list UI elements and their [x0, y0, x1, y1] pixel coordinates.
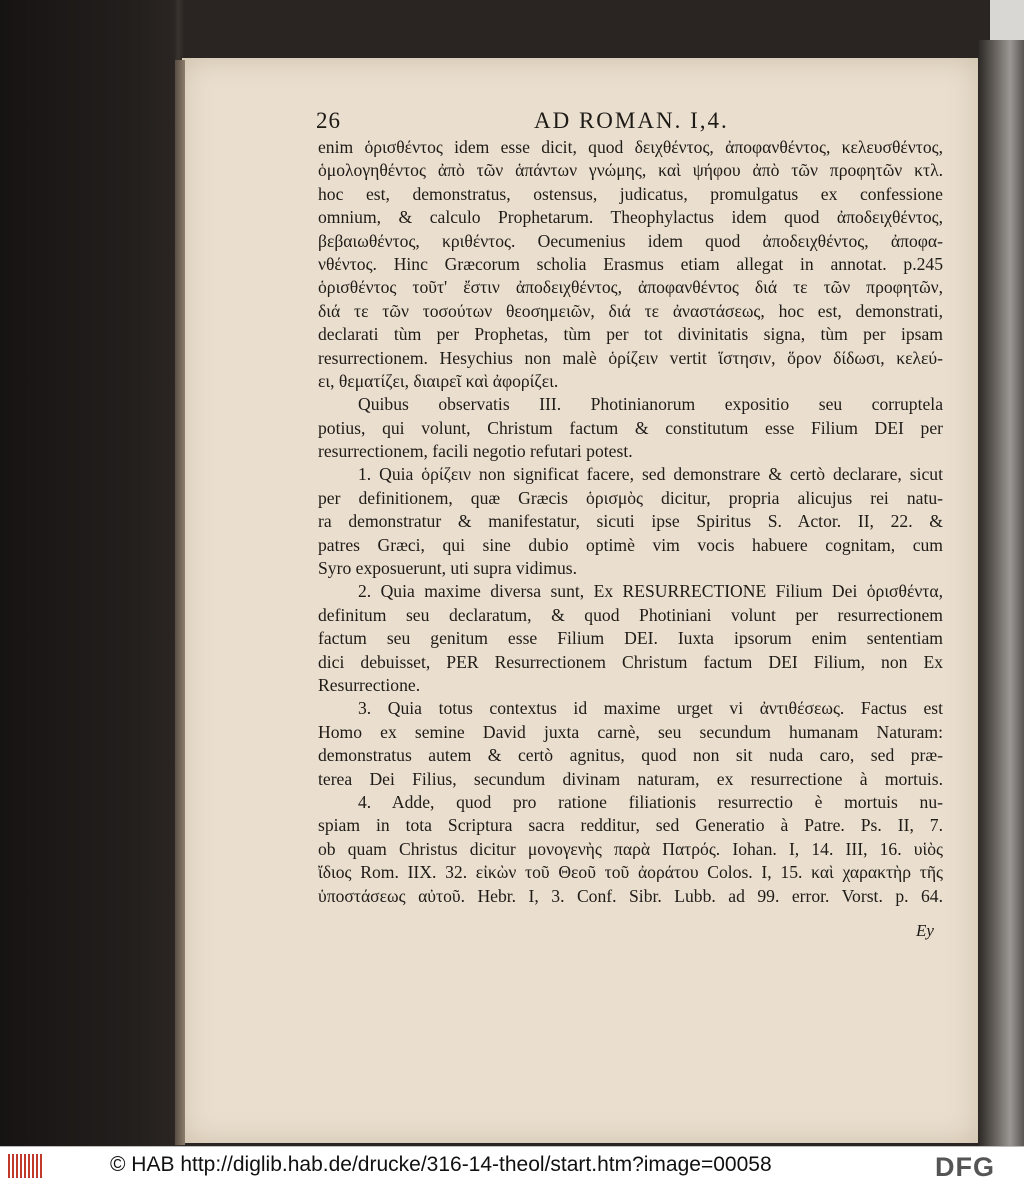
- page-gutter: [175, 60, 185, 1145]
- text-line: omnium, & calculo Prophetarum. Theophylactus idem quod ἀποδειχθέντος,: [318, 207, 943, 228]
- text-line: dici debuisset, PER Resurrectionem Christum factum DEI Filium, non Ex: [318, 651, 943, 672]
- text-line: hoc est, demonstratus, ostensus, judicatus, promulgatus ex confessione: [318, 183, 943, 204]
- text-line: ra demonstratur & manifestatur, sicuti ipse Spiritus S. Actor. II, 22. &: [318, 511, 943, 532]
- text-line: spiam in tota Scriptura sacra redditur, sed Generatio à Patre. Ps. II, 7.: [318, 815, 943, 836]
- text-line: patres Græci, qui sine dubio optimè vim vocis habuere cognitam, cum: [318, 534, 943, 555]
- text-line: Quibus observatis III. Photinianorum expositio seu corruptela: [358, 394, 943, 415]
- source-link[interactable]: © HAB http://diglib.hab.de/drucke/316-14-theol/start.htm?image=00058: [110, 1153, 772, 1176]
- viewer-footer: [0, 1146, 1024, 1185]
- book-edge: [978, 40, 1024, 1146]
- text-line: 4. Adde, quod pro ratione filiationis resurrectio è mortuis nu-: [358, 791, 943, 812]
- hab-logo-icon: [8, 1154, 44, 1178]
- text-line: resurrectionem, facili negotio refutari potest.: [318, 441, 633, 462]
- text-line: ob quam Christus dicitur μονογενὴς παρὰ Πατρός. Iohan. I, 14. III, 16. υἱὸς: [318, 838, 943, 859]
- text-line: διά τε τῶν τοσούτων θεοσημειῶν, διά τε ἀναστάσεως, hoc est, demonstrati,: [318, 300, 943, 321]
- text-line: declarati tùm per Prophetas, tùm per tot divinitatis signa, tùm per ipsam: [318, 324, 943, 345]
- text-line: demonstratus autem & certò agnitus, quod non sit nuda caro, sed præ-: [318, 745, 943, 766]
- text-line: resurrectionem. Hesychius non malè ὁρίζειν vertit ἵστησιν, ὅρον δίδωσι, κελεύ-: [318, 347, 943, 368]
- running-title: AD ROMAN. I,4.: [534, 108, 729, 133]
- page-body: [318, 136, 943, 908]
- text-line: νθέντος. Hinc Græcorum scholia Erasmus etiam allegat in annotat. p.245: [318, 253, 943, 274]
- catchword: Ey: [916, 921, 934, 940]
- text-line: definitum seu declaratum, & quod Photiniani volunt per resurrectionem: [318, 604, 943, 625]
- text-line: 3. Quia totus contextus id maxime urget vi ἀντιθέσεως. Factus est: [358, 698, 943, 719]
- text-line: 1. Quia ὁρίζειν non significat facere, sed demonstrare & certò declarare, sicut: [358, 464, 943, 485]
- text-line: enim ὁρισθέντος idem esse dicit, quod δειχθέντος, ἀποφανθέντος, κελευσθέντος,: [318, 137, 943, 157]
- text-line: ὑποστάσεως αὐτοῦ. Hebr. I, 3. Conf. Sibr. Lubb. ad 99. error. Vorst. p. 64.: [318, 885, 943, 906]
- text-line: Homo ex semine David juxta carnè, seu secundum humanam Naturam:: [318, 721, 943, 742]
- text-line: 2. Quia maxime diversa sunt, Ex RESURRECTIONE Filium Dei ὁρισθέντα,: [358, 581, 943, 602]
- text-line: potius, qui volunt, Christum factum & constitutum esse Filium DEI per: [318, 417, 943, 438]
- text-line: Syro exposuerunt, uti supra vidimus.: [318, 558, 578, 579]
- next-page-corner: [990, 0, 1024, 45]
- text-line: factum seu genitum esse Filium DEI. Iuxta ipsorum enim sententiam: [318, 628, 943, 649]
- text-line: per definitionem, quæ Græcis ὁρισμὸς dicitur, propria alicujus rei natu-: [318, 487, 943, 508]
- text-line: βεβαιωθέντος, κριθέντος. Oecumenius idem quod ἀποδειχθέντος, ἀποφα-: [318, 230, 943, 251]
- text-line: ει, θεματίζει, διαιρεῖ καὶ ἀφορίζει.: [318, 370, 559, 391]
- text-line: Resurrectione.: [318, 674, 421, 695]
- text-line: ὁμολογηθέντος ἀπὸ τῶν ἁπάντων γνώμης, καὶ ψήφου ἀπὸ τῶν προφητῶν κτλ.: [318, 160, 943, 181]
- text-line: ἴδιος Rom. IIX. 32. εἰκὼν τοῦ Θεοῦ τοῦ ἀοράτου Colos. I, 15. καὶ χαρακτὴρ τῆς: [318, 862, 943, 883]
- text-line: ὁρισθέντος τοῦτ' ἔστιν ἀποδειχθέντος, ἀποφανθέντος διά τε τῶν προφητῶν,: [318, 277, 943, 298]
- dfg-logo: DFG: [935, 1152, 995, 1182]
- page-number: 26: [316, 108, 341, 133]
- text-line: terea Dei Filius, secundum divinam naturam, ex resurrectione à mortuis.: [318, 768, 943, 789]
